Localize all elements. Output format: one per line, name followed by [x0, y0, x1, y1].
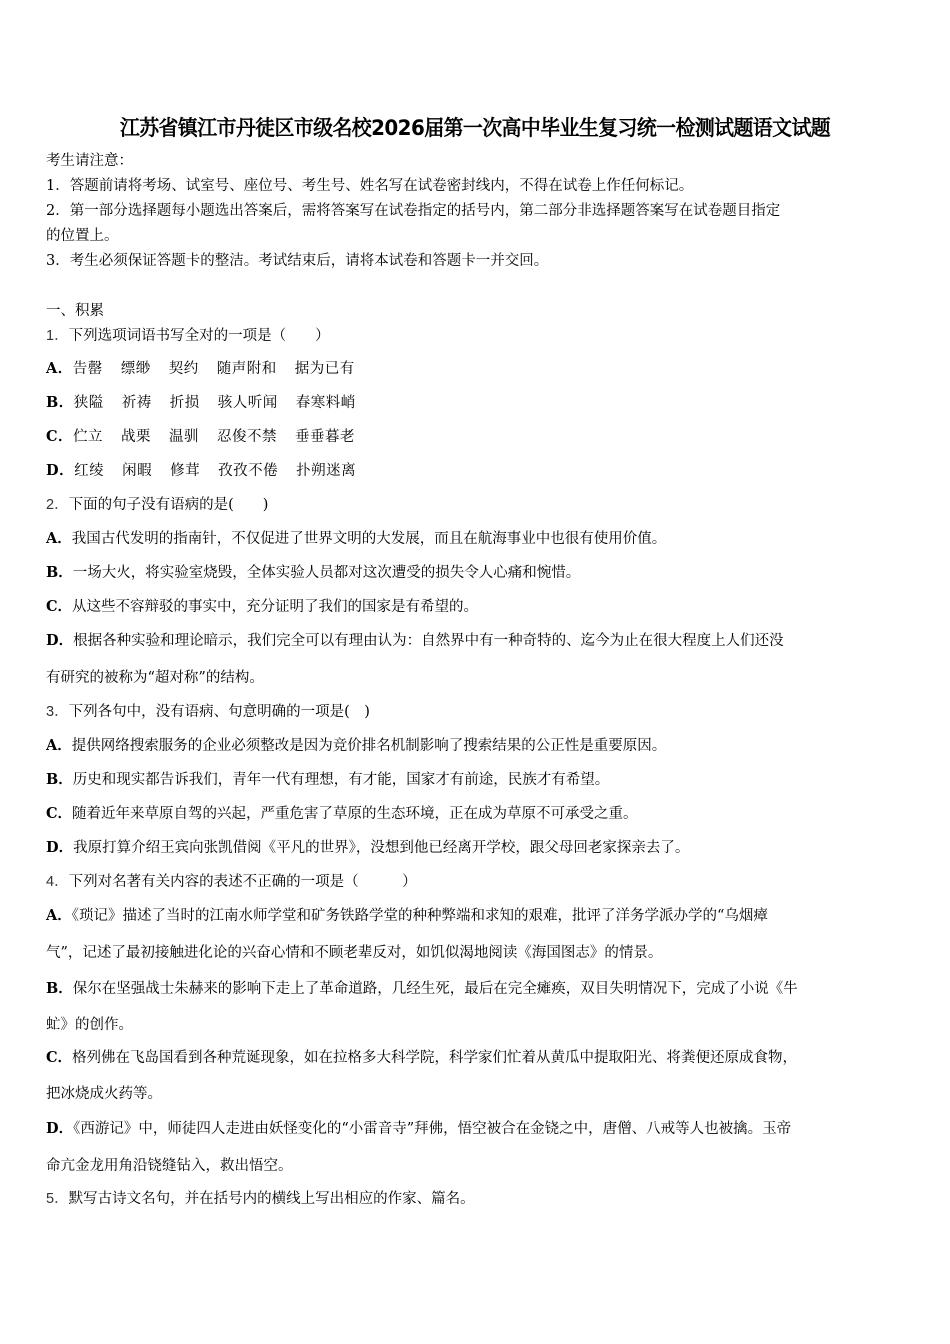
option-word: 告罄 [72, 361, 103, 377]
option-word: 骇人听闻 [217, 395, 278, 411]
option-letter: D． [46, 462, 75, 479]
option-letter: C． [46, 428, 74, 445]
q2-option-c [46, 597, 478, 617]
notice-item: 的位置上。 [46, 228, 119, 244]
q1-option-c [46, 427, 373, 447]
option-text: 我原打算介绍王宾向张凯借阅《平凡的世界》，没想到他已经离开学校，跟父母回老家探亲去了。 [73, 840, 690, 856]
option-letter: A． [46, 360, 73, 377]
option-word: 温驯 [169, 429, 200, 445]
option-letter: A． [46, 530, 72, 547]
option-text: 保尔在坚强战士朱赫来的影响下走上了革命道路，几经生死，最后在完全瘫痪，双目失明情况下，完成了小说《牛 [72, 981, 798, 997]
option-word: 红绫 [74, 463, 105, 479]
q4-option-a [46, 906, 768, 926]
option-word: 祈祷 [121, 395, 152, 411]
option-word: 忍俊不禁 [217, 429, 278, 445]
question-5 [46, 1189, 475, 1209]
option-text: 提供网络搜索服务的企业必须整改是因为竞价排名机制影响了搜索结果的公正性是重要原因。 [71, 738, 667, 754]
question-stem: 下面的句子没有语病的是( ) [68, 497, 269, 513]
question-2 [46, 495, 268, 515]
section-heading: 一、积累 [46, 303, 104, 319]
option-word: 契约 [168, 361, 199, 377]
notice-heading: 考生请注意： [46, 153, 133, 169]
option-word: 修茸 [170, 463, 201, 479]
option-text: 《西游记》中，师徒四人走进由妖怪变化的“小雷音寺”拜佛，悟空被合在金铙之中，唐僧、八戒等人也被擒。玉帝 [73, 1121, 792, 1137]
option-text: 格列佛在飞岛国看到各种荒诞现象，如在拉格多大科学院，科学家们忙着从黄瓜中提取阳光、将粪便还原成食物， [72, 1050, 798, 1066]
q4-option-b [46, 979, 798, 999]
option-letter: B． [46, 394, 74, 411]
option-text: 从这些不容辩驳的事实中，充分证明了我们的国家是有希望的。 [72, 599, 479, 615]
question-number: 5． [46, 1191, 69, 1207]
option-text: 历史和现实都告诉我们，青年一代有理想，有才能，国家才有前途，民族才有希望。 [72, 772, 610, 788]
q1-option-b [46, 393, 374, 413]
q4-option-a-cont: 气”，记述了最初接触进化论的兴奋心情和不顾老辈反对，如饥似渴地阅读《海国图志》的情景。 [46, 945, 663, 961]
option-text: 根据各种实验和理论暗示，我们完全可以有理由认为：自然界中有一种奇特的、迄今为止在很大程度上人们还没 [73, 633, 784, 649]
q3-option-a [46, 736, 666, 756]
option-word: 战栗 [121, 429, 152, 445]
page-title: 江苏省镇江市丹徒区市级名校2026届第一次高中毕业生复习统一检测试题语文试题 [119, 116, 831, 140]
q3-option-c [46, 804, 638, 824]
question-number: 3． [46, 704, 69, 720]
option-letter: B． [46, 564, 73, 581]
q1-option-a [46, 359, 373, 379]
option-word: 垂垂暮老 [295, 429, 356, 445]
question-3 [46, 702, 370, 722]
notice-item: 2．第一部分选择题每小题选出答案后，需将答案写在试卷指定的括号内，第二部分非选择题答案写在试卷题目指定 [46, 203, 781, 219]
q2-option-d-cont: 有研究的被称为“超对称”的结构。 [46, 670, 264, 686]
option-text: 一场大火，将实验室烧毁，全体实验人员都对这次遭受的损失令人心痛和惋惜。 [72, 565, 581, 581]
question-stem: 下列对名著有关内容的表述不正确的一项是（ ） [68, 874, 417, 890]
question-number: 2． [46, 497, 69, 513]
option-letter: C． [46, 1049, 73, 1066]
q2-option-d [46, 631, 784, 651]
option-word: 扑朔迷离 [296, 463, 357, 479]
q4-option-d-cont: 命亢金龙用角沿铙缝钻入，救出悟空。 [46, 1158, 293, 1174]
option-word: 随声附和 [216, 361, 277, 377]
q2-option-b [46, 563, 580, 583]
option-text: 随着近年来草原自驾的兴起，严重危害了草原的生态环境，正在成为草原不可承受之重。 [72, 806, 638, 822]
q3-option-b [46, 770, 609, 790]
option-text: 《琐记》描述了当时的江南水师学堂和矿务铁路学堂的种种弊端和求知的艰难，批评了洋务学派办学的“乌烟瘴 [71, 908, 768, 924]
option-letter: A． [46, 737, 72, 754]
question-number: 4． [46, 874, 69, 890]
option-letter: B． [46, 771, 73, 788]
question-stem: 默写古诗文名句，并在括号内的横线上写出相应的作家、篇名。 [68, 1191, 475, 1207]
question-stem: 下列各句中，没有语病、句意明确的一项是( ) [68, 704, 370, 720]
q3-option-d [46, 838, 689, 858]
option-word: 孜孜不倦 [218, 463, 279, 479]
option-text: 我国古代发明的指南针，不仅促进了世界文明的大发展，而且在航海事业中也很有使用价值。 [71, 531, 667, 547]
option-letter: A． [46, 907, 72, 924]
option-word: 缥缈 [120, 361, 151, 377]
q1-option-d [46, 461, 374, 481]
option-letter: B． [46, 980, 73, 997]
option-letter: C． [46, 598, 73, 615]
notice-item: 1．答题前请将考场、试室号、座位号、考生号、姓名写在试卷密封线内，不得在试卷上作任何标记。 [46, 178, 694, 194]
q4-option-b-cont: 虻》的创作。 [46, 1017, 133, 1033]
option-letter: C． [46, 805, 73, 822]
option-word: 闲暇 [122, 463, 153, 479]
q4-option-c [46, 1048, 797, 1068]
option-word: 伫立 [73, 429, 104, 445]
option-word: 狭隘 [73, 395, 104, 411]
option-letter: D． [46, 839, 74, 856]
option-letter: D． [46, 1120, 74, 1137]
q2-option-a [46, 529, 666, 549]
question-number: 1． [46, 328, 69, 344]
notice-item: 3．考生必须保证答题卡的整洁。考试结束后，请将本试卷和答题卡一并交回。 [46, 253, 549, 269]
option-word: 据为已有 [294, 361, 355, 377]
question-stem: 下列选项词语书写全对的一项是（ ） [68, 328, 330, 344]
q4-option-c-cont: 把冰烧成火药等。 [46, 1086, 162, 1102]
option-letter: D． [46, 632, 74, 649]
option-word: 春寒料峭 [295, 395, 356, 411]
question-1 [46, 326, 330, 346]
option-word: 折损 [169, 395, 200, 411]
question-4 [46, 872, 417, 892]
q4-option-d [46, 1119, 791, 1139]
